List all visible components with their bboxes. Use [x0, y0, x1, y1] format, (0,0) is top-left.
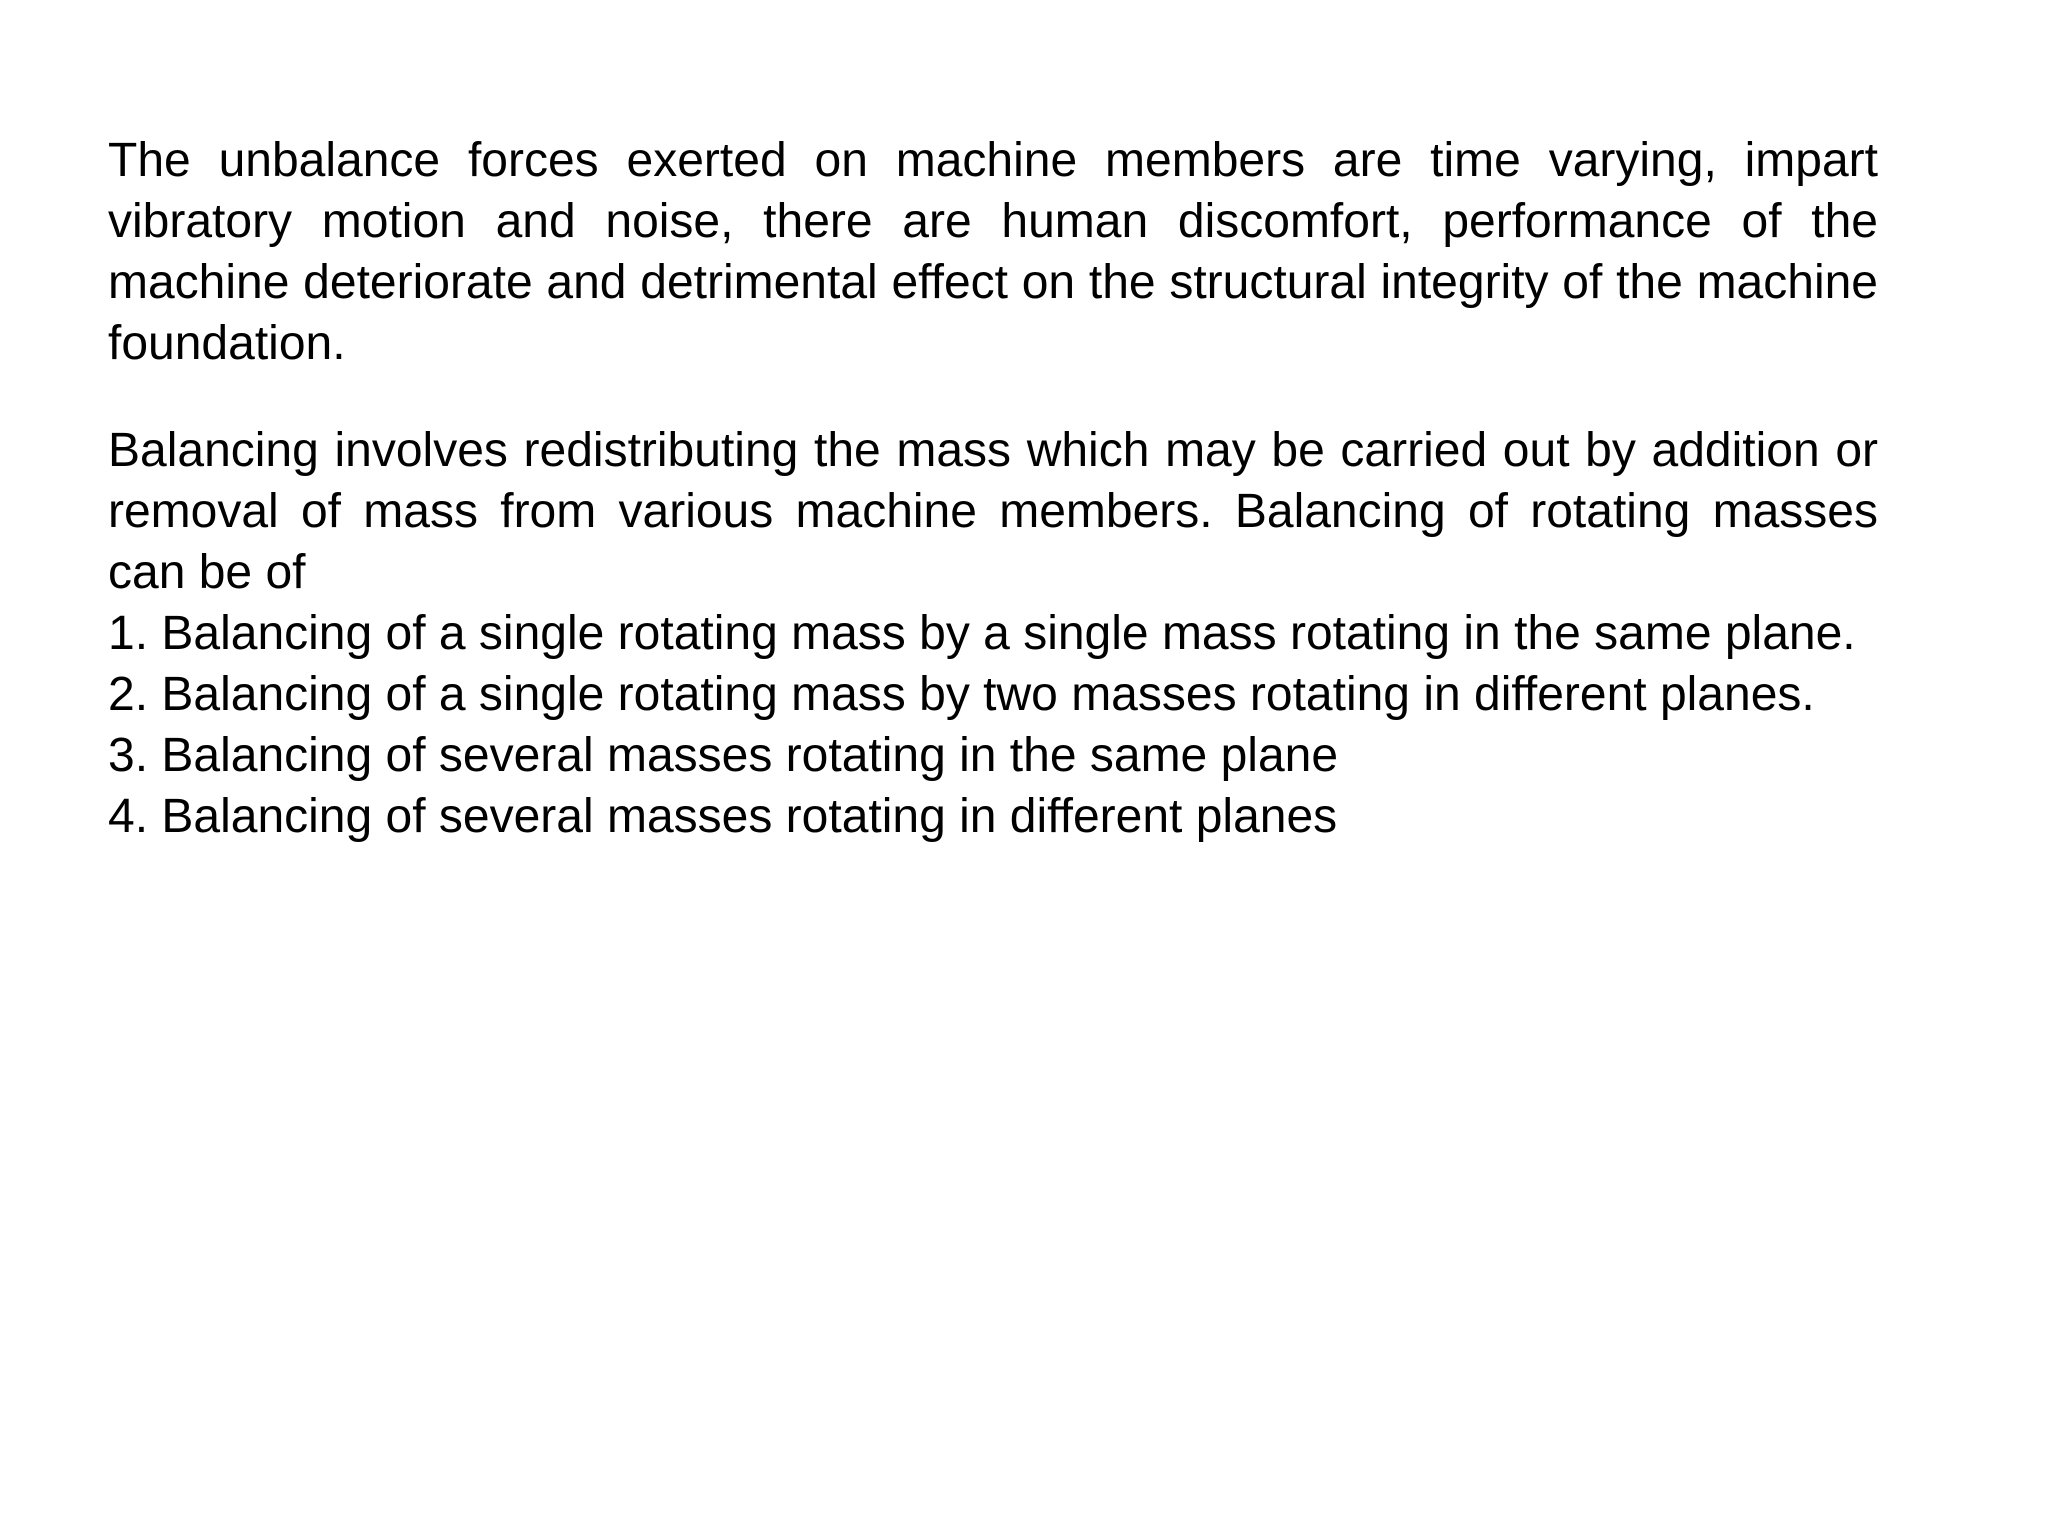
list-item: 1. Balancing of a single rotating mass by a single mass rotating in the same plane.: [108, 607, 1856, 660]
balancing-section: [108, 420, 1878, 847]
list-item: 3. Balancing of several masses rotating in the same plane: [108, 729, 1339, 782]
paragraph-unbalance-forces: The unbalance forces exerted on machine members are time varying, impart vibratory motion and noise, there are human discomfort, performance of the machine deteriorate and detrimental effect on the structural integrity of the machine foundation.: [108, 134, 1878, 370]
balancing-types-list: [108, 603, 1878, 847]
list-item: 4. Balancing of several masses rotating in different planes: [108, 790, 1338, 843]
list-item: 2. Balancing of a single rotating mass by two masses rotating in different planes.: [108, 668, 1815, 721]
document-page: [108, 130, 1878, 847]
paragraph-balancing-intro: Balancing involves redistributing the mass which may be carried out by addition or removal of mass from various machine members. Balancing of rotating masses can be of: [108, 424, 1878, 599]
